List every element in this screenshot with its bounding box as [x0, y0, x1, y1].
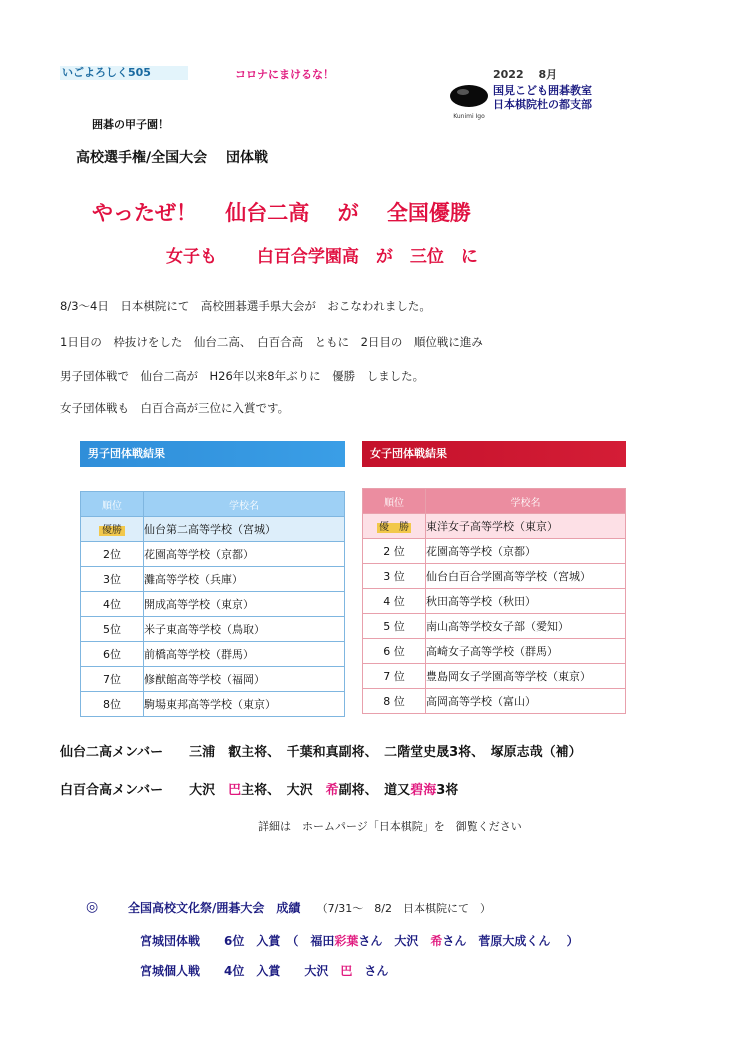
rank-cell: 4 位 — [363, 589, 426, 614]
school-cell: 南山高等学校女子部（愛知） — [426, 614, 626, 639]
table-header — [81, 492, 345, 517]
rank-header: 順位 — [363, 489, 426, 514]
org-name-2: 日本棋院杜の都支部 — [493, 98, 592, 111]
boys-results-table — [80, 491, 345, 717]
result-text: 宮城団体戦 6位 入賞 （ 福田 — [140, 934, 335, 948]
rank-cell: 8位 — [81, 692, 144, 717]
table-row — [81, 642, 345, 667]
paragraph-1: 8/3～4日 日本棋院にて 高校囲碁選手県大会が おこなわれました。 — [60, 299, 431, 313]
school-cell: 豊島岡女子学園高等学校（東京） — [426, 664, 626, 689]
school-cell: 秋田高等学校（秋田） — [426, 589, 626, 614]
paragraph-4: 女子団体戦も 白百合高が三位に入賞です。 — [60, 401, 290, 415]
rank-cell: 6 位 — [363, 639, 426, 664]
member-text: 主将、 大沢 — [241, 783, 326, 798]
result-text: 宮城個人戦 4位 入賞 大沢 — [140, 964, 341, 978]
table-row — [363, 689, 626, 714]
table-row — [81, 692, 345, 717]
sendai-members-names: 三浦 叡主将、 千葉和真副将、 二階堂史晟3将、 塚原志哉（補） — [189, 745, 582, 760]
shirayuri-members — [60, 779, 458, 798]
rank-cell: 8 位 — [363, 689, 426, 714]
table-row — [81, 667, 345, 692]
issue-label: いごよろしく505 — [60, 66, 188, 80]
festival-individual-result — [140, 962, 388, 979]
school-cell: 灘高等学校（兵庫） — [144, 567, 345, 592]
rank-cell: 3位 — [81, 567, 144, 592]
festival-team-result — [140, 932, 579, 949]
table-header — [363, 489, 626, 514]
school-header: 学校名 — [426, 489, 626, 514]
school-cell: 米子東高等学校（鳥取） — [144, 617, 345, 642]
result-highlight: 希 — [430, 934, 443, 948]
result-text: さん 大沢 — [358, 934, 431, 948]
headline-third: 女子も 白百合学園高 が 三位 に — [166, 247, 478, 267]
winner-rank: 優勝 — [99, 526, 125, 536]
rank-cell: 7 位 — [363, 664, 426, 689]
winner-rank: 優 勝 — [379, 521, 409, 533]
girls-results-title: 女子団体戦結果 — [362, 441, 626, 467]
school-cell: 仙台第二高等学校（宮城） — [144, 517, 345, 542]
member-text: 副将、 道又 — [338, 783, 411, 798]
school-cell: 高崎女子高等学校（群馬） — [426, 639, 626, 664]
rank-cell: 6位 — [81, 642, 144, 667]
table-row — [81, 617, 345, 642]
rank-cell: 3 位 — [363, 564, 426, 589]
school-cell: 高岡高等学校（富山） — [426, 689, 626, 714]
table-row — [363, 639, 626, 664]
shirayuri-members-label: 白百合高メンバー — [60, 783, 164, 798]
result-highlight: 巴 — [340, 964, 353, 978]
boys-results-title: 男子団体戦結果 — [80, 441, 345, 467]
sendai-members — [60, 741, 582, 760]
rank-cell: 2位 — [81, 542, 144, 567]
school-cell: 開成高等学校（東京） — [144, 592, 345, 617]
rank-cell: 7位 — [81, 667, 144, 692]
table-row — [363, 589, 626, 614]
school-cell: 東洋女子高等学校（東京） — [426, 514, 626, 539]
table-row — [81, 542, 345, 567]
table-row — [363, 514, 626, 539]
school-cell: 花園高等学校（京都） — [426, 539, 626, 564]
table-row — [363, 539, 626, 564]
school-cell: 花園高等学校（京都） — [144, 542, 345, 567]
school-cell: 駒場東邦高等学校（東京） — [144, 692, 345, 717]
subtitle-koshien: 囲碁の甲子園！ — [92, 118, 169, 131]
result-highlight: 彩葉 — [334, 934, 359, 948]
girls-results-table — [362, 488, 626, 714]
svg-text:Kunimi Igo: Kunimi Igo — [453, 113, 485, 120]
result-text: さん — [352, 964, 389, 978]
org-name-1: 国見こども囲碁教室 — [493, 84, 592, 97]
go-stone-logo — [447, 82, 491, 122]
headline-victory: やったぜ！ 仙台二高 が 全国優勝 — [92, 201, 471, 225]
table-row — [363, 664, 626, 689]
table-row — [81, 567, 345, 592]
rank-cell: 4位 — [81, 592, 144, 617]
festival-title — [128, 899, 491, 916]
table-row — [81, 592, 345, 617]
slogan: コロナにまけるな！ — [235, 68, 334, 81]
school-header: 学校名 — [144, 492, 345, 517]
bullet-icon: ◎ — [86, 899, 99, 915]
date: 2022 8月 — [493, 68, 558, 81]
member-text: 3将 — [436, 783, 459, 798]
school-cell: 仙台白百合学園高等学校（宮城） — [426, 564, 626, 589]
festival-period: （7/31～ 8/2 日本棋院にて ） — [316, 902, 491, 915]
member-highlight: 希 — [325, 783, 339, 798]
rank-cell: 2 位 — [363, 539, 426, 564]
result-text: さん 菅原大成くん ） — [442, 934, 579, 948]
member-highlight: 碧海 — [410, 783, 437, 798]
rank-cell: 5位 — [81, 617, 144, 642]
table-row — [363, 564, 626, 589]
website-note: 詳細は ホームパージ「日本棋院」を 御覧ください — [258, 820, 522, 833]
subtitle-tournament: 高校選手権/全国大会 団体戦 — [76, 150, 268, 166]
member-text: 大沢 — [189, 783, 229, 798]
member-highlight: 巴 — [228, 783, 242, 798]
paragraph-2: 1日目の 枠抜けをした 仙台二高、 白百合高 ともに 2日目の 順位戦に進み — [60, 335, 483, 349]
paragraph-3: 男子団体戦で 仙台二高が H26年以来8年ぶりに 優勝 しました。 — [60, 369, 425, 383]
sendai-members-label: 仙台二高メンバー — [60, 745, 164, 760]
rank-header: 順位 — [81, 492, 144, 517]
rank-cell: 5 位 — [363, 614, 426, 639]
table-row — [363, 614, 626, 639]
school-cell: 前橋高等学校（群馬） — [144, 642, 345, 667]
festival-title-text: 全国高校文化祭/囲碁大会 成績 — [128, 901, 301, 915]
school-cell: 修猷館高等学校（福岡） — [144, 667, 345, 692]
table-row — [81, 517, 345, 542]
